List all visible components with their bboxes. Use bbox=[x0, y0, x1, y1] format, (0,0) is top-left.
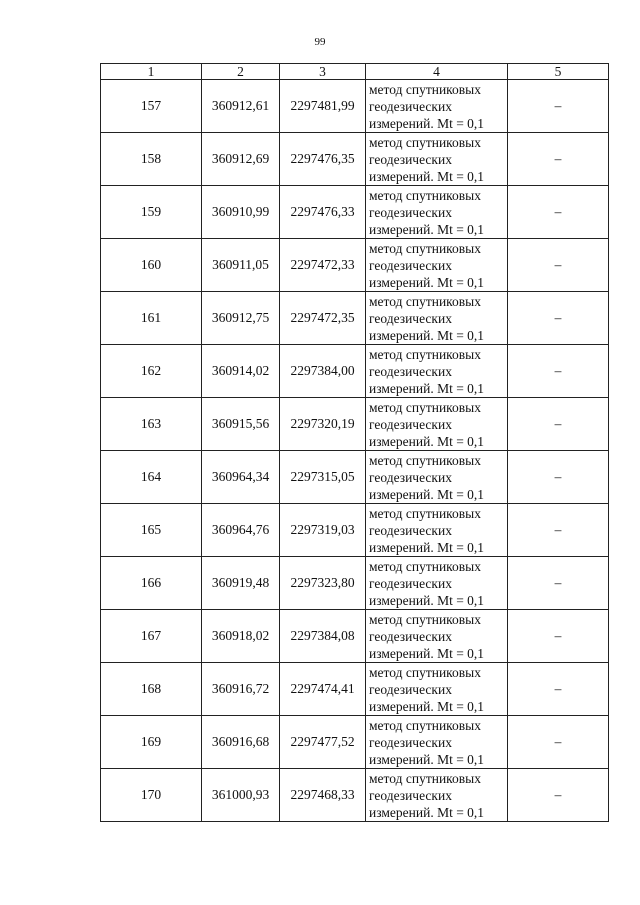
method-cell bbox=[366, 133, 508, 186]
table-row bbox=[101, 398, 609, 451]
table-row bbox=[101, 239, 609, 292]
x-coordinate-cell: 360915,56 bbox=[202, 398, 280, 451]
table-row bbox=[101, 610, 609, 663]
table-row bbox=[101, 292, 609, 345]
method-cell bbox=[366, 292, 508, 345]
method-line: измерений. Mt = 0,1 bbox=[369, 698, 485, 714]
table-row bbox=[101, 504, 609, 557]
point-number-cell: 168 bbox=[101, 663, 202, 716]
x-coordinate-cell: 360911,05 bbox=[202, 239, 280, 292]
y-coordinate-cell: 2297476,35 bbox=[280, 133, 366, 186]
coordinates-table bbox=[100, 63, 609, 822]
method-line: метод спутниковых bbox=[369, 452, 481, 468]
y-coordinate-cell: 2297320,19 bbox=[280, 398, 366, 451]
method-cell bbox=[366, 398, 508, 451]
header-col-1: 1 bbox=[101, 64, 202, 80]
y-coordinate-cell: 2297477,52 bbox=[280, 716, 366, 769]
x-coordinate-cell: 360964,34 bbox=[202, 451, 280, 504]
table-row bbox=[101, 663, 609, 716]
method-cell bbox=[366, 451, 508, 504]
method-line: измерений. Mt = 0,1 bbox=[369, 327, 485, 343]
table-row bbox=[101, 186, 609, 239]
y-coordinate-cell: 2297481,99 bbox=[280, 80, 366, 133]
method-cell bbox=[366, 345, 508, 398]
table-row bbox=[101, 345, 609, 398]
y-coordinate-cell: 2297384,00 bbox=[280, 345, 366, 398]
header-col-5: 5 bbox=[508, 64, 609, 80]
method-line: измерений. Mt = 0,1 bbox=[369, 486, 485, 502]
note-cell: – bbox=[508, 239, 609, 292]
method-line: геодезических bbox=[369, 522, 452, 538]
y-coordinate-cell: 2297476,33 bbox=[280, 186, 366, 239]
y-coordinate-cell: 2297323,80 bbox=[280, 557, 366, 610]
note-cell: – bbox=[508, 557, 609, 610]
x-coordinate-cell: 361000,93 bbox=[202, 769, 280, 822]
method-cell bbox=[366, 557, 508, 610]
table-row bbox=[101, 716, 609, 769]
x-coordinate-cell: 360916,68 bbox=[202, 716, 280, 769]
table-row bbox=[101, 133, 609, 186]
header-col-2: 2 bbox=[202, 64, 280, 80]
table-header-row bbox=[101, 64, 609, 80]
method-line: метод спутниковых bbox=[369, 611, 481, 627]
point-number-cell: 161 bbox=[101, 292, 202, 345]
header-col-4: 4 bbox=[366, 64, 508, 80]
method-cell bbox=[366, 80, 508, 133]
method-line: измерений. Mt = 0,1 bbox=[369, 168, 485, 184]
point-number-cell: 165 bbox=[101, 504, 202, 557]
table-row bbox=[101, 80, 609, 133]
method-line: геодезических bbox=[369, 787, 452, 803]
point-number-cell: 166 bbox=[101, 557, 202, 610]
note-cell: – bbox=[508, 133, 609, 186]
x-coordinate-cell: 360912,61 bbox=[202, 80, 280, 133]
method-cell bbox=[366, 716, 508, 769]
method-line: измерений. Mt = 0,1 bbox=[369, 804, 485, 820]
method-line: измерений. Mt = 0,1 bbox=[369, 751, 485, 767]
method-line: геодезических bbox=[369, 575, 452, 591]
method-line: геодезических bbox=[369, 469, 452, 485]
y-coordinate-cell: 2297474,41 bbox=[280, 663, 366, 716]
method-line: измерений. Mt = 0,1 bbox=[369, 539, 485, 555]
table-row bbox=[101, 557, 609, 610]
method-line: геодезических bbox=[369, 257, 452, 273]
method-line: геодезических bbox=[369, 98, 452, 114]
y-coordinate-cell: 2297315,05 bbox=[280, 451, 366, 504]
x-coordinate-cell: 360916,72 bbox=[202, 663, 280, 716]
y-coordinate-cell: 2297472,35 bbox=[280, 292, 366, 345]
method-line: метод спутниковых bbox=[369, 187, 481, 203]
method-line: измерений. Mt = 0,1 bbox=[369, 433, 485, 449]
method-line: измерений. Mt = 0,1 bbox=[369, 645, 485, 661]
note-cell: – bbox=[508, 345, 609, 398]
method-line: геодезических bbox=[369, 204, 452, 220]
note-cell: – bbox=[508, 451, 609, 504]
method-cell bbox=[366, 769, 508, 822]
method-line: геодезических bbox=[369, 681, 452, 697]
point-number-cell: 157 bbox=[101, 80, 202, 133]
method-line: метод спутниковых bbox=[369, 717, 481, 733]
point-number-cell: 169 bbox=[101, 716, 202, 769]
y-coordinate-cell: 2297319,03 bbox=[280, 504, 366, 557]
note-cell: – bbox=[508, 292, 609, 345]
method-cell bbox=[366, 186, 508, 239]
method-line: метод спутниковых bbox=[369, 399, 481, 415]
note-cell: – bbox=[508, 504, 609, 557]
note-cell: – bbox=[508, 769, 609, 822]
x-coordinate-cell: 360912,69 bbox=[202, 133, 280, 186]
note-cell: – bbox=[508, 716, 609, 769]
method-line: метод спутниковых bbox=[369, 558, 481, 574]
x-coordinate-cell: 360918,02 bbox=[202, 610, 280, 663]
method-line: метод спутниковых bbox=[369, 770, 481, 786]
point-number-cell: 160 bbox=[101, 239, 202, 292]
y-coordinate-cell: 2297468,33 bbox=[280, 769, 366, 822]
x-coordinate-cell: 360964,76 bbox=[202, 504, 280, 557]
point-number-cell: 162 bbox=[101, 345, 202, 398]
x-coordinate-cell: 360912,75 bbox=[202, 292, 280, 345]
method-line: метод спутниковых bbox=[369, 134, 481, 150]
method-line: метод спутниковых bbox=[369, 505, 481, 521]
table-body bbox=[101, 80, 609, 822]
table-row bbox=[101, 769, 609, 822]
method-line: измерений. Mt = 0,1 bbox=[369, 592, 485, 608]
method-line: измерений. Mt = 0,1 bbox=[369, 115, 485, 131]
note-cell: – bbox=[508, 80, 609, 133]
x-coordinate-cell: 360910,99 bbox=[202, 186, 280, 239]
point-number-cell: 170 bbox=[101, 769, 202, 822]
method-line: метод спутниковых bbox=[369, 664, 481, 680]
note-cell: – bbox=[508, 610, 609, 663]
point-number-cell: 159 bbox=[101, 186, 202, 239]
method-line: геодезических bbox=[369, 628, 452, 644]
method-line: измерений. Mt = 0,1 bbox=[369, 221, 485, 237]
method-cell bbox=[366, 610, 508, 663]
x-coordinate-cell: 360914,02 bbox=[202, 345, 280, 398]
method-line: геодезических bbox=[369, 310, 452, 326]
x-coordinate-cell: 360919,48 bbox=[202, 557, 280, 610]
table-row bbox=[101, 451, 609, 504]
point-number-cell: 167 bbox=[101, 610, 202, 663]
method-cell bbox=[366, 504, 508, 557]
note-cell: – bbox=[508, 186, 609, 239]
note-cell: – bbox=[508, 398, 609, 451]
method-line: геодезических bbox=[369, 151, 452, 167]
method-line: измерений. Mt = 0,1 bbox=[369, 274, 485, 290]
y-coordinate-cell: 2297472,33 bbox=[280, 239, 366, 292]
note-cell: – bbox=[508, 663, 609, 716]
point-number-cell: 163 bbox=[101, 398, 202, 451]
method-line: геодезических bbox=[369, 734, 452, 750]
y-coordinate-cell: 2297384,08 bbox=[280, 610, 366, 663]
method-line: измерений. Mt = 0,1 bbox=[369, 380, 485, 396]
method-line: метод спутниковых bbox=[369, 293, 481, 309]
page-number: 99 bbox=[314, 36, 326, 48]
method-line: метод спутниковых bbox=[369, 240, 481, 256]
method-cell bbox=[366, 663, 508, 716]
method-line: геодезических bbox=[369, 416, 452, 432]
point-number-cell: 164 bbox=[101, 451, 202, 504]
method-cell bbox=[366, 239, 508, 292]
method-line: геодезических bbox=[369, 363, 452, 379]
point-number-cell: 158 bbox=[101, 133, 202, 186]
header-col-3: 3 bbox=[280, 64, 366, 80]
method-line: метод спутниковых bbox=[369, 81, 481, 97]
method-line: метод спутниковых bbox=[369, 346, 481, 362]
